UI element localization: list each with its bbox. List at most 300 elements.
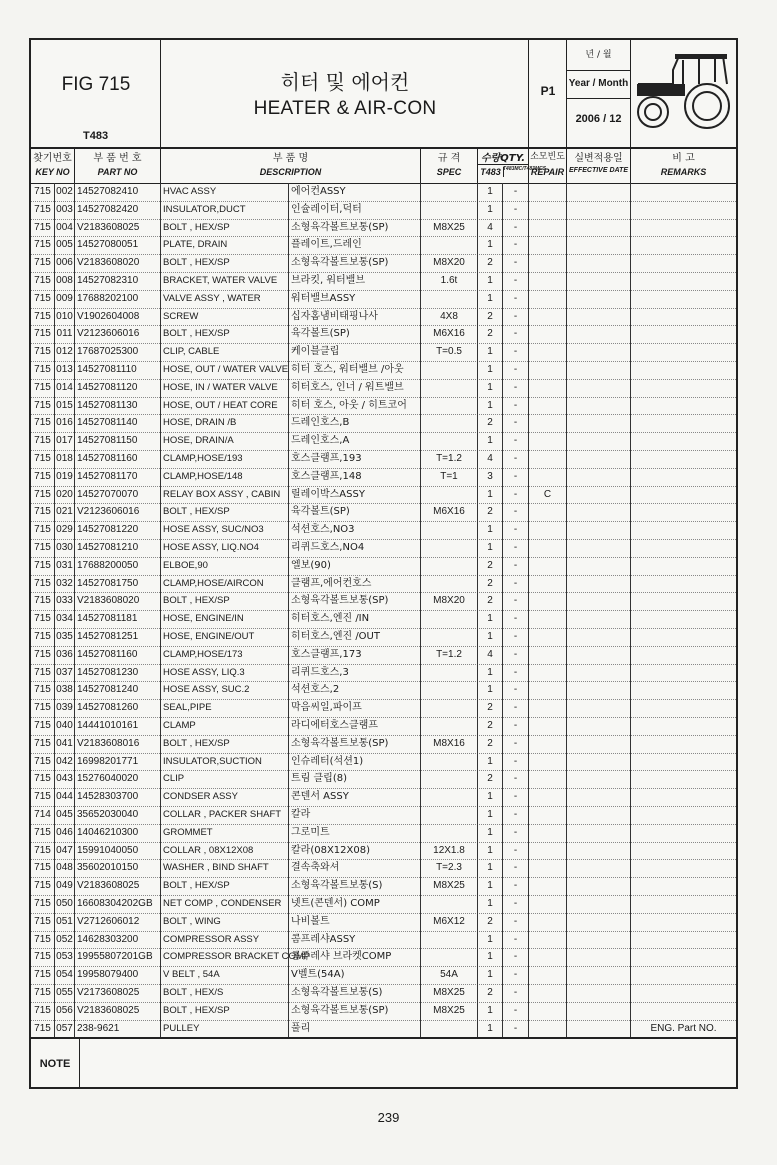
repair-cell: [529, 717, 567, 735]
description-cell: HVAC ASSY: [161, 183, 289, 201]
remarks-cell: [631, 984, 736, 1002]
ref-cell: 715: [31, 1020, 55, 1038]
effective-date-cell: [567, 361, 631, 379]
key-cell: 039: [55, 699, 75, 717]
description-cell: HOSE ASSY, LIQ.3: [161, 664, 289, 682]
table-row: [31, 948, 736, 967]
ref-cell: 715: [31, 770, 55, 788]
korean-name-cell: 칼라: [289, 806, 421, 824]
description-cell: HOSE, DRAIN /B: [161, 414, 289, 432]
key-cell: 035: [55, 628, 75, 646]
repair-cell: [529, 201, 567, 219]
remarks-cell: [631, 308, 736, 326]
remarks-cell: [631, 272, 736, 290]
description-cell: COMPRESSOR BRACKET COMP: [161, 948, 289, 966]
table-row: [31, 254, 736, 273]
korean-name-cell: 호스클램프,193: [289, 450, 421, 468]
remarks-cell: [631, 735, 736, 753]
table-row: [31, 397, 736, 416]
qty-cell: 1: [478, 1020, 503, 1038]
repair-cell: [529, 877, 567, 895]
repair-cell: [529, 503, 567, 521]
description-cell: ELBOE,90: [161, 557, 289, 575]
korean-name-cell: V벨트(54A): [289, 966, 421, 984]
ref-cell: 715: [31, 646, 55, 664]
key-cell: 011: [55, 325, 75, 343]
part-number-cell: V2183608020: [75, 254, 161, 272]
table-row: [31, 628, 736, 647]
year-month-kr: 년 / 월: [567, 40, 630, 71]
effective-date-cell: [567, 913, 631, 931]
col-spec-en: SPEC: [436, 167, 462, 177]
qty-alt-cell: -: [503, 984, 529, 1002]
korean-name-cell: 리퀴드호스,NO4: [289, 539, 421, 557]
key-cell: 046: [55, 824, 75, 842]
table-row: [31, 824, 736, 843]
korean-name-cell: 릴레이박스ASSY: [289, 486, 421, 504]
qty-alt-cell: -: [503, 664, 529, 682]
spec-cell: [421, 753, 478, 771]
remarks-cell: [631, 681, 736, 699]
effective-date-cell: [567, 575, 631, 593]
ref-cell: 715: [31, 290, 55, 308]
key-cell: 051: [55, 913, 75, 931]
korean-name-cell: 그로미트: [289, 824, 421, 842]
ref-cell: 715: [31, 931, 55, 949]
repair-cell: [529, 948, 567, 966]
part-number-cell: 14527081160: [75, 450, 161, 468]
korean-name-cell: 소형육각볼트보통(SP): [289, 592, 421, 610]
qty-cell: 1: [478, 521, 503, 539]
table-row: [31, 770, 736, 789]
qty-alt-cell: -: [503, 699, 529, 717]
repair-cell: [529, 966, 567, 984]
korean-name-cell: 호스클램프,148: [289, 468, 421, 486]
remarks-cell: [631, 931, 736, 949]
description-cell: BOLT , HEX/SP: [161, 219, 289, 237]
part-number-cell: V2183608025: [75, 1002, 161, 1020]
qty-alt-cell: -: [503, 948, 529, 966]
col-qty-kr: 수량QTY.: [478, 149, 528, 165]
qty-alt-cell: -: [503, 717, 529, 735]
qty-cell: 4: [478, 219, 503, 237]
key-cell: 054: [55, 966, 75, 984]
qty-cell: 1: [478, 628, 503, 646]
qty-alt-cell: -: [503, 201, 529, 219]
part-number-cell: 14527081150: [75, 432, 161, 450]
ref-cell: 715: [31, 592, 55, 610]
description-cell: INSULATOR,DUCT: [161, 201, 289, 219]
korean-name-cell: 칼라(08X12X08): [289, 842, 421, 860]
spec-cell: [421, 895, 478, 913]
key-cell: 056: [55, 1002, 75, 1020]
issue-date: 2006 / 12: [575, 113, 622, 125]
effective-date-cell: [567, 201, 631, 219]
part-number-cell: 14527081260: [75, 699, 161, 717]
effective-date-cell: [567, 699, 631, 717]
remarks-cell: [631, 842, 736, 860]
repair-cell: [529, 788, 567, 806]
key-cell: 048: [55, 859, 75, 877]
part-number-cell: 15991040050: [75, 842, 161, 860]
col-desc-en: DESCRIPTION: [259, 167, 322, 177]
repair-cell: [529, 1020, 567, 1038]
repair-cell: [529, 539, 567, 557]
qty-alt-cell: -: [503, 272, 529, 290]
remarks-cell: [631, 557, 736, 575]
qty-alt-cell: -: [503, 913, 529, 931]
table-row: [31, 681, 736, 700]
col-qty-model: T483: [478, 167, 504, 177]
key-cell: 009: [55, 290, 75, 308]
key-cell: 003: [55, 201, 75, 219]
effective-date-cell: [567, 806, 631, 824]
year-month-en: Year / Month: [567, 70, 630, 99]
col-repair-en: REPAIR: [530, 167, 565, 177]
effective-date-cell: [567, 842, 631, 860]
part-number-cell: 14527082420: [75, 201, 161, 219]
qty-cell: 2: [478, 984, 503, 1002]
effective-date-cell: [567, 646, 631, 664]
remarks-cell: [631, 432, 736, 450]
part-number-cell: V2183608016: [75, 735, 161, 753]
key-cell: 038: [55, 681, 75, 699]
qty-cell: 2: [478, 308, 503, 326]
effective-date-cell: [567, 539, 631, 557]
key-cell: 042: [55, 753, 75, 771]
remarks-cell: [631, 859, 736, 877]
col-qty: [478, 147, 547, 183]
repair-cell: [529, 646, 567, 664]
table-row: [31, 219, 736, 238]
description-cell: HOSE, OUT / HEAT CORE: [161, 397, 289, 415]
part-number-cell: 14527081240: [75, 681, 161, 699]
effective-date-cell: [567, 788, 631, 806]
ref-cell: 715: [31, 201, 55, 219]
repair-cell: [529, 770, 567, 788]
qty-alt-cell: -: [503, 1002, 529, 1020]
repair-cell: [529, 859, 567, 877]
parts-sheet: [29, 38, 738, 1089]
effective-date-cell: [567, 931, 631, 949]
remarks-cell: [631, 895, 736, 913]
spec-cell: [421, 361, 478, 379]
col-key-en: KEY NO: [35, 167, 70, 177]
part-number-cell: 14527081110: [75, 361, 161, 379]
qty-cell: 1: [478, 806, 503, 824]
part-number-cell: 14527081170: [75, 468, 161, 486]
spec-cell: M8X25: [421, 877, 478, 895]
korean-name-cell: 에어컨ASSY: [289, 183, 421, 201]
table-row: [31, 1020, 736, 1039]
spec-cell: 1.6t: [421, 272, 478, 290]
spec-cell: [421, 521, 478, 539]
korean-name-cell: 석션호스,2: [289, 681, 421, 699]
spec-cell: [421, 432, 478, 450]
korean-name-cell: 클램프,에어컨호스: [289, 575, 421, 593]
ref-cell: 715: [31, 824, 55, 842]
part-number-cell: V2183608025: [75, 877, 161, 895]
qty-alt-cell: -: [503, 539, 529, 557]
spec-cell: [421, 788, 478, 806]
description-cell: BOLT , HEX/SP: [161, 877, 289, 895]
description-cell: INSULATOR,SUCTION: [161, 753, 289, 771]
effective-date-cell: [567, 521, 631, 539]
qty-alt-cell: -: [503, 290, 529, 308]
qty-alt-cell: -: [503, 183, 529, 201]
table-row: [31, 895, 736, 914]
qty-cell: 1: [478, 432, 503, 450]
key-cell: 004: [55, 219, 75, 237]
key-cell: 040: [55, 717, 75, 735]
col-part: [75, 147, 161, 183]
qty-cell: 2: [478, 254, 503, 272]
repair-cell: [529, 895, 567, 913]
remarks-cell: [631, 966, 736, 984]
qty-alt-cell: -: [503, 521, 529, 539]
table-row: [31, 842, 736, 861]
korean-name-cell: 막음씨일,파이프: [289, 699, 421, 717]
ref-cell: 715: [31, 842, 55, 860]
qty-cell: 1: [478, 290, 503, 308]
key-cell: 018: [55, 450, 75, 468]
remarks-cell: [631, 948, 736, 966]
description-cell: BOLT , HEX/SP: [161, 1002, 289, 1020]
ref-cell: 715: [31, 325, 55, 343]
qty-alt-cell: -: [503, 468, 529, 486]
qty-alt-cell: -: [503, 1020, 529, 1038]
remarks-cell: [631, 343, 736, 361]
spec-cell: [421, 486, 478, 504]
korean-name-cell: 소형육각볼트보통(S): [289, 984, 421, 1002]
repair-cell: [529, 753, 567, 771]
ref-cell: 715: [31, 735, 55, 753]
effective-date-cell: [567, 219, 631, 237]
table-row: [31, 806, 736, 825]
table-row: [31, 557, 736, 576]
col-effective: [567, 147, 631, 183]
note-section: [31, 1037, 736, 1089]
remarks-cell: [631, 397, 736, 415]
spec-cell: M8X20: [421, 254, 478, 272]
qty-cell: 1: [478, 966, 503, 984]
qty-cell: 1: [478, 379, 503, 397]
qty-alt-cell: -: [503, 966, 529, 984]
remarks-cell: [631, 592, 736, 610]
description-cell: VALVE ASSY , WATER: [161, 290, 289, 308]
table-row: [31, 931, 736, 950]
ref-cell: 715: [31, 468, 55, 486]
remarks-cell: [631, 503, 736, 521]
qty-cell: 2: [478, 770, 503, 788]
effective-date-cell: [567, 610, 631, 628]
qty-cell: 1: [478, 931, 503, 949]
qty-alt-cell: -: [503, 432, 529, 450]
table-row: [31, 272, 736, 291]
spec-cell: M6X16: [421, 503, 478, 521]
effective-date-cell: [567, 717, 631, 735]
ref-cell: 715: [31, 1002, 55, 1020]
key-cell: 012: [55, 343, 75, 361]
spec-cell: [421, 770, 478, 788]
qty-alt-cell: -: [503, 361, 529, 379]
korean-name-cell: 호스클램프,173: [289, 646, 421, 664]
table-row: [31, 966, 736, 985]
key-cell: 044: [55, 788, 75, 806]
key-cell: 016: [55, 414, 75, 432]
key-cell: 008: [55, 272, 75, 290]
spec-cell: [421, 183, 478, 201]
part-number-cell: 17687025300: [75, 343, 161, 361]
part-number-cell: 238-9621: [75, 1020, 161, 1038]
effective-date-cell: [567, 468, 631, 486]
spec-cell: [421, 236, 478, 254]
col-spec: [421, 147, 478, 183]
remarks-cell: [631, 824, 736, 842]
effective-date-cell: [567, 557, 631, 575]
qty-cell: 1: [478, 397, 503, 415]
description-cell: BOLT , HEX/SP: [161, 735, 289, 753]
page-number: 239: [377, 1110, 400, 1125]
effective-date-cell: [567, 290, 631, 308]
model-code: T483: [83, 130, 109, 142]
spec-cell: [421, 824, 478, 842]
ref-cell: 715: [31, 610, 55, 628]
ref-cell: 715: [31, 361, 55, 379]
spec-cell: 4X8: [421, 308, 478, 326]
spec-cell: [421, 397, 478, 415]
qty-alt-cell: -: [503, 735, 529, 753]
ref-cell: 715: [31, 948, 55, 966]
spec-cell: T=1.2: [421, 450, 478, 468]
remarks-cell: [631, 913, 736, 931]
repair-cell: [529, 824, 567, 842]
ref-cell: 715: [31, 521, 55, 539]
key-cell: 043: [55, 770, 75, 788]
qty-cell: 1: [478, 236, 503, 254]
key-cell: 055: [55, 984, 75, 1002]
repair-cell: [529, 414, 567, 432]
remarks-cell: [631, 379, 736, 397]
description-cell: PULLEY: [161, 1020, 289, 1038]
korean-name-cell: 육각볼트(SP): [289, 325, 421, 343]
qty-alt-cell: -: [503, 343, 529, 361]
ref-cell: 715: [31, 557, 55, 575]
qty-alt-cell: -: [503, 486, 529, 504]
qty-cell: 1: [478, 681, 503, 699]
description-cell: BOLT , HEX/SP: [161, 592, 289, 610]
description-cell: SEAL,PIPE: [161, 699, 289, 717]
qty-cell: 1: [478, 486, 503, 504]
korean-name-cell: 히터호스,엔진 /IN: [289, 610, 421, 628]
qty-alt-cell: -: [503, 681, 529, 699]
part-number-cell: 16608304202GB: [75, 895, 161, 913]
korean-name-cell: 콤퓨레샤 브라켓COMP: [289, 948, 421, 966]
ref-cell: 715: [31, 699, 55, 717]
ref-cell: 715: [31, 717, 55, 735]
ref-cell: 715: [31, 664, 55, 682]
qty-cell: 1: [478, 842, 503, 860]
repair-cell: [529, 397, 567, 415]
description-cell: COLLAR , PACKER SHAFT: [161, 806, 289, 824]
spec-cell: M8X25: [421, 1002, 478, 1020]
repair-cell: [529, 219, 567, 237]
part-number-cell: 14527081120: [75, 379, 161, 397]
col-rem-en: REMARKS: [660, 167, 707, 177]
part-number-cell: 19958079400: [75, 966, 161, 984]
effective-date-cell: [567, 414, 631, 432]
repair-cell: [529, 521, 567, 539]
qty-alt-cell: -: [503, 877, 529, 895]
description-cell: GROMMET: [161, 824, 289, 842]
spec-cell: [421, 806, 478, 824]
description-cell: CLIP, CABLE: [161, 343, 289, 361]
key-cell: 049: [55, 877, 75, 895]
table-row: [31, 664, 736, 683]
repair-cell: [529, 575, 567, 593]
qty-alt-cell: -: [503, 859, 529, 877]
title-english: HEATER & AIR-CON: [253, 98, 437, 119]
spec-cell: T=2.3: [421, 859, 478, 877]
ref-cell: 715: [31, 183, 55, 201]
qty-cell: 1: [478, 539, 503, 557]
part-number-cell: V2173608025: [75, 984, 161, 1002]
key-cell: 015: [55, 397, 75, 415]
qty-cell: 1: [478, 753, 503, 771]
qty-alt-cell: -: [503, 895, 529, 913]
table-row: [31, 308, 736, 327]
qty-alt-cell: -: [503, 931, 529, 949]
table-row: [31, 379, 736, 398]
spec-cell: [421, 557, 478, 575]
part-number-cell: 14527070070: [75, 486, 161, 504]
korean-name-cell: 히터 호스, 아웃 / 히트코어: [289, 397, 421, 415]
description-cell: COLLAR , 08X12X08: [161, 842, 289, 860]
remarks-cell: [631, 219, 736, 237]
spec-cell: [421, 610, 478, 628]
key-cell: 030: [55, 539, 75, 557]
qty-cell: 2: [478, 414, 503, 432]
fig-number: FIG 715: [61, 74, 131, 95]
description-cell: CLAMP,HOSE/148: [161, 468, 289, 486]
qty-alt-cell: -: [503, 770, 529, 788]
key-cell: 019: [55, 468, 75, 486]
remarks-cell: [631, 236, 736, 254]
table-row: [31, 432, 736, 451]
part-number-cell: V2183608020: [75, 592, 161, 610]
qty-cell: 1: [478, 1002, 503, 1020]
ref-cell: 715: [31, 432, 55, 450]
repair-cell: [529, 610, 567, 628]
spec-cell: [421, 664, 478, 682]
remarks-cell: [631, 788, 736, 806]
effective-date-cell: [567, 450, 631, 468]
part-number-cell: 35602010150: [75, 859, 161, 877]
remarks-cell: [631, 717, 736, 735]
table-row: [31, 877, 736, 896]
title-box: [161, 40, 529, 147]
key-cell: 013: [55, 361, 75, 379]
korean-name-cell: 넷트(콘덴서) COMP: [289, 895, 421, 913]
korean-name-cell: 십자홈냄비태핑나사: [289, 308, 421, 326]
remarks-cell: [631, 414, 736, 432]
qty-cell: 2: [478, 557, 503, 575]
table-row: [31, 984, 736, 1003]
qty-cell: 1: [478, 201, 503, 219]
effective-date-cell: [567, 308, 631, 326]
part-number-cell: 14527082310: [75, 272, 161, 290]
effective-date-cell: [567, 236, 631, 254]
